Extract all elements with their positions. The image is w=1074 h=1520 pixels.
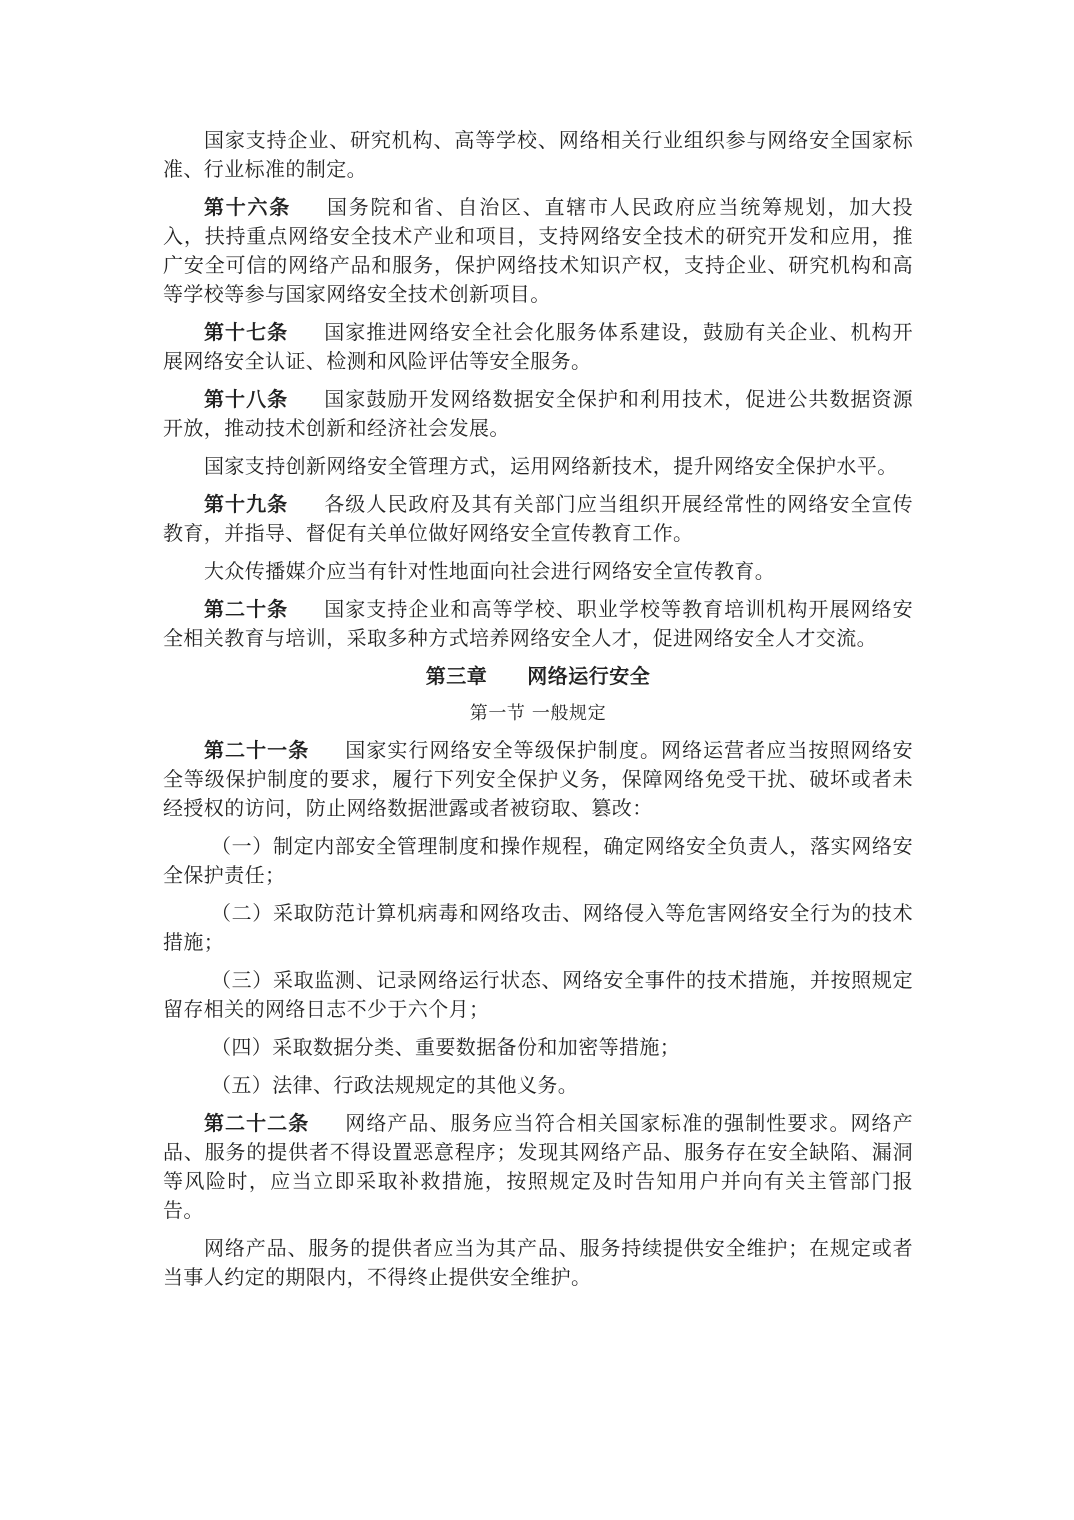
article-text: 国家实行网络安全等级保护制度。网络运营者应当按照网络安全等级保护制度的要求，履行下列安全保护义务，保障网络免受干扰、破坏或者未经授权的访问，防止网络数据泄露或者被窃取、篡改： (163, 738, 913, 820)
article-text: 国家鼓励开发网络数据安全保护和利用技术，促进公共数据资源开放，推动技术创新和经济社会发展。 (163, 387, 914, 440)
article-text: 各级人民政府及其有关部门应当组织开展经常性的网络安全宣传教育，并指导、督促有关单位做好网络安全宣传教育工作。 (163, 492, 914, 545)
article-20 (163, 595, 913, 653)
list-item: （一）制定内部安全管理制度和操作规程，确定网络安全负责人，落实网络安全保护责任； (163, 834, 913, 887)
article-number: 第十九条 (204, 492, 289, 516)
paragraph-text: 网络产品、服务的提供者应当为其产品、服务持续提供安全维护；在规定或者当事人约定的期限内，不得终止提供安全维护。 (163, 1236, 913, 1289)
paragraph-media (163, 557, 913, 586)
paragraph-text: 大众传播媒介应当有针对性地面向社会进行网络安全宣传教育。 (204, 559, 776, 583)
list-item: （五）法律、行政法规规定的其他义务。 (211, 1073, 579, 1097)
section-heading: 第一节 一般规定 (469, 703, 607, 724)
paragraph-text: 国家支持创新网络安全管理方式，运用网络新技术，提升网络安全保护水平。 (204, 454, 898, 478)
article-number: 第十八条 (204, 387, 289, 411)
article-22 (163, 1109, 913, 1225)
paragraph-standards (163, 126, 913, 184)
document-page (163, 126, 913, 1301)
list-item: （二）采取防范计算机病毒和网络攻击、网络侵入等危害网络安全行为的技术措施； (163, 901, 913, 954)
article-19 (163, 490, 913, 548)
article-number: 第二十条 (204, 597, 289, 621)
article-number: 第十六条 (204, 195, 292, 219)
article-number: 第十七条 (204, 320, 289, 344)
article-number: 第二十一条 (204, 738, 310, 762)
chapter-title: 网络运行安全 (527, 664, 651, 688)
list-item: （四）采取数据分类、重要数据备份和加密等措施； (211, 1035, 681, 1059)
paragraph-innovation (163, 452, 913, 481)
paragraph-maintenance (163, 1234, 913, 1292)
article-text: 网络产品、服务应当符合相关国家标准的强制性要求。网络产品、服务的提供者不得设置恶意程序；发现其网络产品、服务存在安全缺陷、漏洞等风险时，应当立即采取补救措施，按照规定及时告知用户并向有关主管部门报告。 (163, 1111, 913, 1222)
article-21 (163, 736, 913, 823)
article-text: 国家支持企业和高等学校、职业学校等教育培训机构开展网络安全相关教育与培训，采取多种方式培养网络安全人才，促进网络安全人才交流。 (163, 597, 914, 650)
list-item: （三）采取监测、记录网络运行状态、网络安全事件的技术措施，并按照规定留存相关的网络日志不少于六个月； (163, 968, 913, 1021)
article-text: 国家推进网络安全社会化服务体系建设，鼓励有关企业、机构开展网络安全认证、检测和风险评估等安全服务。 (163, 320, 914, 373)
article-text: 国务院和省、自治区、直辖市人民政府应当统筹规划，加大投入，扶持重点网络安全技术产业和项目，支持网络安全技术的研究开发和应用，推广安全可信的网络产品和服务，保护网络技术知识产权，支持企业、研究机构和高等学校等参与国家网络安全技术创新项目。 (163, 195, 913, 306)
article-17 (163, 318, 913, 376)
article-16 (163, 193, 913, 309)
article-number: 第二十二条 (204, 1111, 310, 1135)
paragraph-text: 国家支持企业、研究机构、高等学校、网络相关行业组织参与网络安全国家标准、行业标准的制定。 (163, 128, 913, 181)
chapter-number: 第三章 (425, 664, 488, 688)
chapter-heading (163, 662, 913, 691)
article-18 (163, 385, 913, 443)
